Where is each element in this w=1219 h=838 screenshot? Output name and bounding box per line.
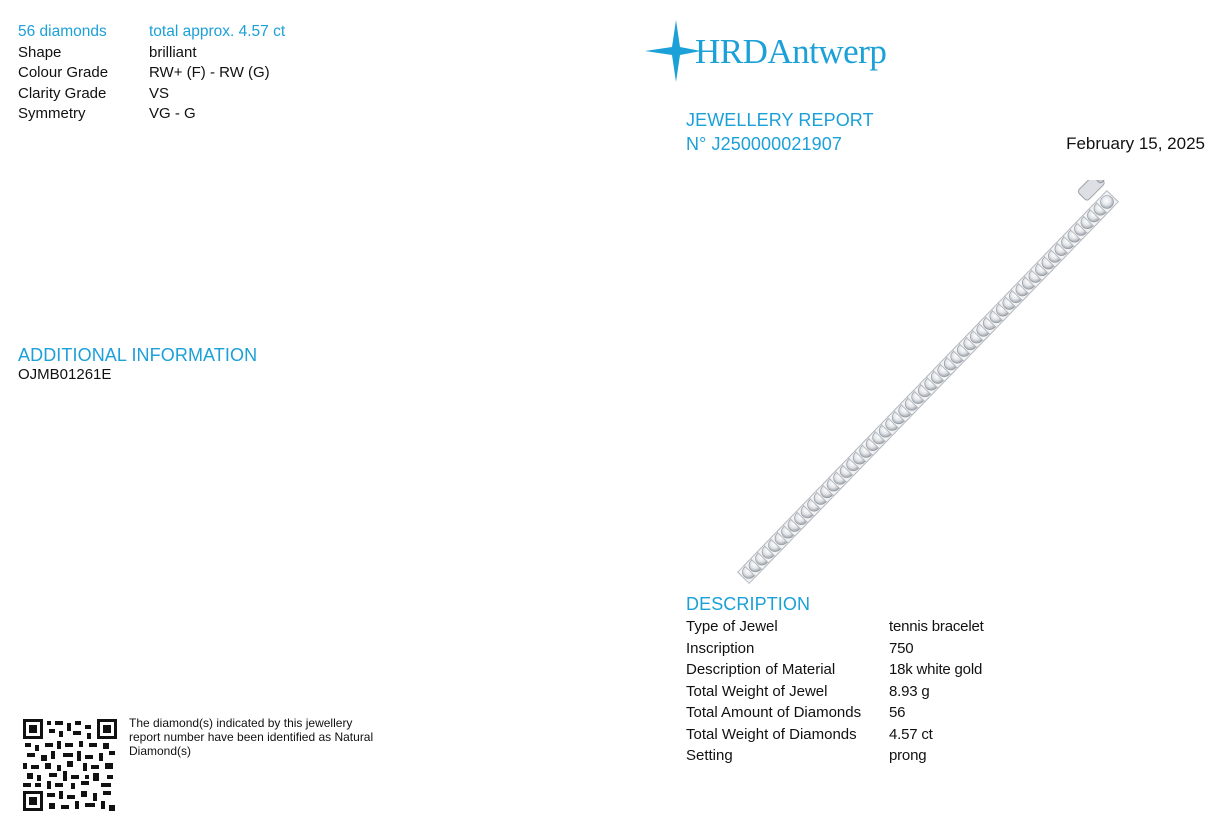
spec-label: Symmetry [18, 105, 86, 122]
report-number: N° J250000021907 [686, 134, 842, 154]
description-table [686, 617, 984, 768]
desc-row-diamond-weight [686, 725, 984, 747]
desc-row-material [686, 660, 984, 682]
spec-row-colour [18, 63, 285, 84]
desc-row-jewel-weight [686, 682, 984, 704]
desc-value: 18k white gold [889, 661, 983, 678]
desc-label: Total Weight of Jewel [686, 682, 828, 700]
desc-value: prong [889, 747, 927, 764]
desc-value: 4.57 ct [889, 725, 933, 743]
qr-code [23, 719, 117, 811]
report-title: JEWELLERY REPORT [686, 110, 874, 130]
spec-value: brilliant [149, 43, 197, 61]
brand-logo-text: HRDAntwerp [695, 32, 887, 71]
desc-value: 56 [889, 704, 906, 721]
desc-row-type [686, 617, 984, 639]
star-icon [645, 20, 701, 82]
desc-value: 8.93 g [889, 682, 930, 700]
desc-label: Type of Jewel [686, 618, 778, 635]
spec-value: VG - G [149, 105, 196, 122]
desc-label: Inscription [686, 639, 755, 657]
stone-specs [18, 22, 285, 125]
desc-label: Total Weight of Diamonds [686, 725, 857, 743]
spec-label: Shape [18, 43, 62, 61]
desc-label: Setting [686, 747, 733, 764]
bracelet-image [735, 180, 1135, 585]
spec-row-symmetry [18, 104, 285, 125]
natural-diamond-note: The diamond(s) indicated by this jewellery report number have been identified as Natural Diamond(s) [129, 716, 374, 758]
desc-label: Description of Material [686, 661, 836, 678]
stone-header [18, 22, 285, 43]
bracelet-diamond [1101, 196, 1114, 209]
desc-row-setting [686, 746, 984, 768]
additional-info-title: ADDITIONAL INFORMATION [18, 345, 258, 365]
spec-label: Clarity Grade [18, 84, 107, 102]
desc-value: tennis bracelet [889, 618, 984, 635]
desc-row-inscription [686, 639, 984, 661]
desc-label: Total Amount of Diamonds [686, 704, 862, 721]
spec-row-shape [18, 43, 285, 64]
description-title: DESCRIPTION [686, 594, 811, 614]
stone-count: 56 diamonds [18, 23, 107, 40]
desc-value: 750 [889, 639, 914, 657]
desc-row-diamond-count [686, 703, 984, 725]
report-date: February 15, 2025 [1066, 134, 1205, 153]
stone-total-weight: total approx. 4.57 ct [149, 23, 286, 40]
spec-value: RW+ (F) - RW (G) [149, 64, 270, 81]
spec-row-clarity [18, 84, 285, 105]
spec-value: VS [149, 84, 170, 102]
spec-label: Colour Grade [18, 64, 109, 81]
additional-info-code: OJMB01261E [18, 366, 112, 383]
